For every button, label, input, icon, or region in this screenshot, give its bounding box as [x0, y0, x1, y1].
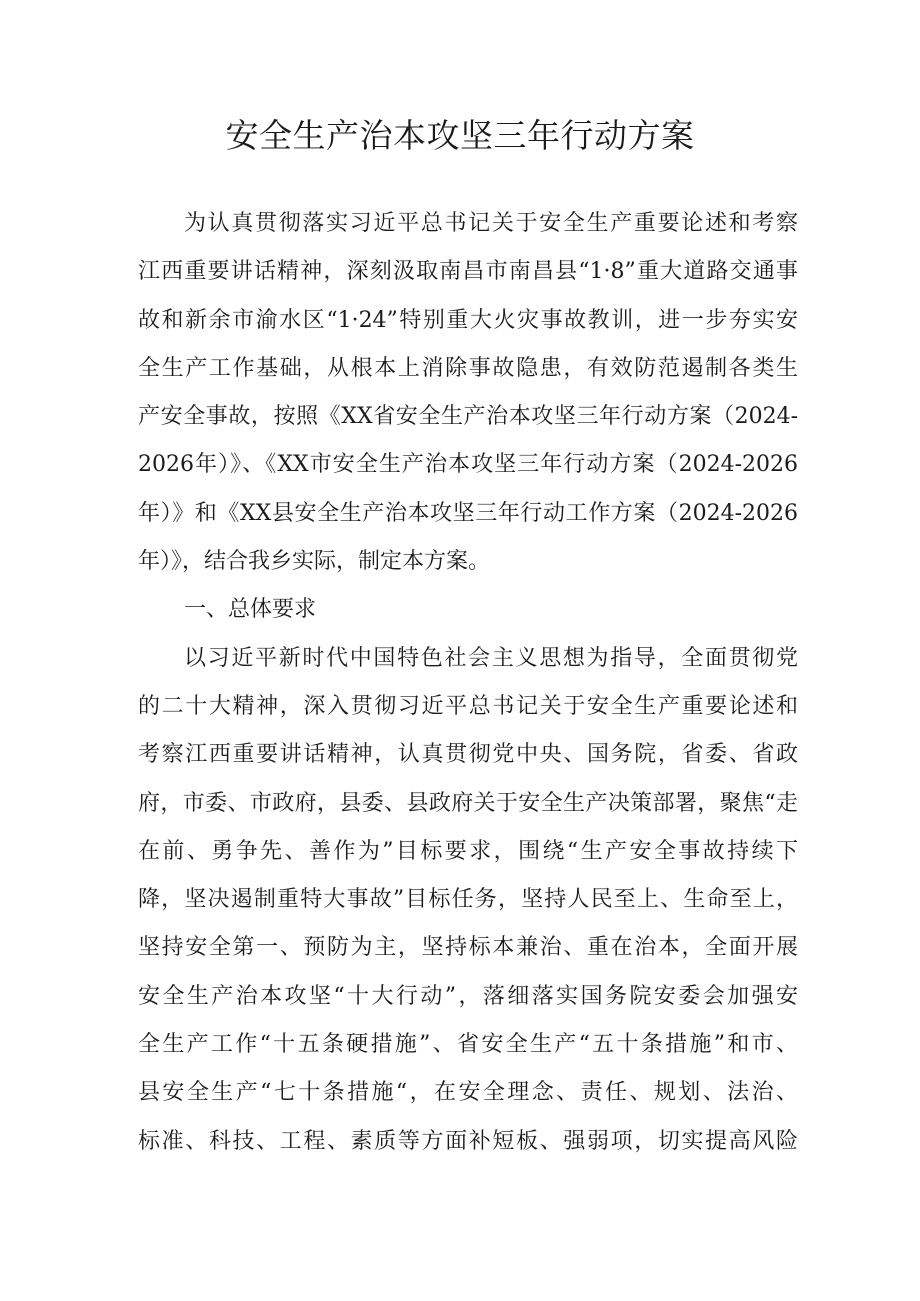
paragraph-line: 年）》，结合我乡实际，制定本方案。 — [138, 549, 491, 575]
paragraph-line: 降，坚决遏制重特大事故”目标任务，坚持人民至上、生命至上， — [138, 887, 798, 913]
paragraph-line: 标准、科技、工程、素质等方面补短板、强弱项，切实提高风险 — [138, 1128, 798, 1154]
paragraph-line: 在前、勇争先、善作为”目标要求，围绕“生产安全事故持续下 — [138, 838, 798, 864]
section-heading: 一、总体要求 — [184, 597, 317, 623]
paragraph-line: 的二十大精神，深入贯彻习近平总书记关于安全生产重要论述和 — [138, 693, 798, 719]
paragraph-line: 以习近平新时代中国特色社会主义思想为指导，全面贯彻党 — [184, 645, 798, 671]
paragraph-line: 产安全事故，按照《XX省安全生产治本攻坚三年行动方案（2024- — [138, 404, 798, 430]
paragraph-line: 安全生产治本攻坚“十大行动”，落细落实国务院安委会加强安 — [138, 983, 798, 1009]
paragraph-line: 故和新余市渝水区“1·24”特别重大火灾事故教训，进一步夯实安 — [138, 307, 798, 333]
paragraph-line: 府，市委、市政府，县委、县政府关于安全生产决策部署，聚焦“走 — [138, 790, 798, 816]
paragraph-line: 坚持安全第一、预防为主，坚持标本兼治、重在治本，全面开展 — [138, 935, 798, 961]
paragraph-line: 为认真贯彻落实习近平总书记关于安全生产重要论述和考察 — [184, 211, 798, 236]
paragraph-line: 2026年）》、《XX市安全生产治本攻坚三年行动方案（2024-2026 — [138, 452, 798, 478]
paragraph-line: 年）》和《XX县安全生产治本攻坚三年行动工作方案（2024-2026 — [138, 500, 798, 526]
document-title: 安全生产治本攻坚三年行动方案 — [225, 116, 695, 155]
paragraph-line: 县安全生产“七十条措施“，在安全理念、责任、规划、法治、 — [138, 1080, 798, 1106]
document-body — [138, 200, 798, 1166]
paragraph-line: 全生产工作基础，从根本上消除事故隐患，有效防范遏制各类生 — [138, 355, 798, 381]
paragraph-line: 全生产工作“十五条硬措施”、省安全生产“五十条措施”和市、 — [138, 1032, 798, 1058]
paragraph-line: 江西重要讲话精神，深刻汲取南昌市南昌县“1·8”重大道路交通事 — [138, 259, 798, 285]
paragraph-line: 考察江西重要讲话精神，认真贯彻党中央、国务院，省委、省政 — [138, 742, 798, 768]
